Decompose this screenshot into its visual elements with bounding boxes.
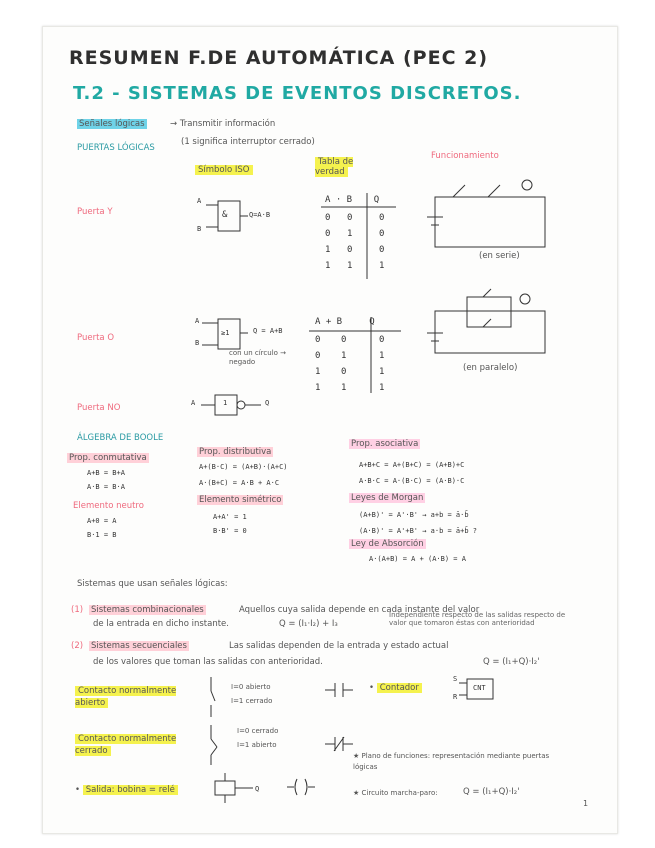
truth-cell: 0 <box>379 335 385 345</box>
contacto-cerrado-l2: I=1 abierto <box>237 741 277 749</box>
truth-cell: 0 <box>347 213 353 223</box>
contacto-cerrado-l1: I=0 cerrado <box>237 727 279 735</box>
simetrico-l1: A+A' = 1 <box>213 513 247 521</box>
and-circuit <box>423 177 553 257</box>
item1-name: Sistemas combinacionales <box>91 605 204 615</box>
absorcion-l1: A·(A+B) = A + (A·B) = A <box>369 555 466 563</box>
truth-cell: 1 <box>379 367 385 377</box>
senales-desc: → Transmitir información <box>170 119 276 129</box>
nota-2: ★ Circuito marcha-paro: <box>353 789 438 797</box>
morgan-l1: (A+B)' = A'·B' → a+b = ā·b̄ <box>359 511 469 519</box>
item2-text1: Las salidas dependen de la entrada y estado actual <box>229 641 449 651</box>
boole-heading: ÁLGEBRA DE BOOLE <box>77 433 164 443</box>
simetrico-l2: B·B' = 0 <box>213 527 247 535</box>
and-table-header: A · B Q <box>325 195 380 205</box>
item1-text2: de la entrada en dicho instante. <box>93 619 229 629</box>
or-in-a: A <box>195 317 200 325</box>
contacto-abierto-l1: I=0 abierto <box>231 683 271 691</box>
bobina-q: Q <box>255 785 260 793</box>
page-number: 1 <box>583 799 589 808</box>
or-table-lines <box>309 317 409 397</box>
and-symbol-text: & <box>222 210 228 220</box>
contacto-cerrado-label: Contacto normalmente cerrado <box>75 734 177 756</box>
not-out: Q <box>265 399 270 407</box>
truth-cell: 1 <box>379 383 385 393</box>
not-in: A <box>191 399 196 407</box>
truth-cell: 0 <box>325 229 331 239</box>
distributiva-title: Prop. distributiva <box>199 447 272 457</box>
truth-cell: 1 <box>325 261 331 271</box>
truth-cell: 0 <box>325 213 331 223</box>
contacto-cerrado-symbol <box>203 725 223 765</box>
col-tabla: Tabla de verdad <box>315 157 354 177</box>
and-gate-symbol <box>198 197 288 237</box>
item1-num: (1) <box>71 605 84 615</box>
truth-cell: 0 <box>341 335 347 345</box>
truth-cell: 1 <box>341 383 347 393</box>
distributiva-l1: A+(B·C) = (A+B)·(A+C) <box>199 463 288 471</box>
and-in-b: B <box>197 225 202 233</box>
not-gate-symbol <box>193 393 283 423</box>
contacto-cerrado-ladder <box>325 737 355 751</box>
truth-cell: 1 <box>379 351 385 361</box>
contador-box: CNT <box>473 684 486 692</box>
or-symbol-text: ≥1 <box>221 329 230 337</box>
truth-cell: 0 <box>315 351 321 361</box>
conmutativa-l1: A+B = B+A <box>87 469 125 477</box>
col-funcionamiento: Funcionamiento <box>431 151 499 161</box>
item2-text2: de los valores que toman las salidas con anterioridad. <box>93 657 323 667</box>
or-circuit <box>423 289 553 359</box>
and-in-a: A <box>197 197 202 205</box>
item1-side: Independiente respecto de las salidas respecto de valor que tomaron éstas con anterioridad <box>389 611 566 627</box>
nota-2-formula: Q = (I₁+Q)·I₂' <box>463 787 520 797</box>
asociativa-l1: A+B+C = A+(B+C) = (A+B)+C <box>359 461 465 469</box>
truth-cell: 1 <box>341 351 347 361</box>
truth-cell: 1 <box>325 245 331 255</box>
truth-cell: 1 <box>315 383 321 393</box>
and-caption: (en serie) <box>479 251 520 261</box>
sistemas-intro: Sistemas que usan señales lógicas: <box>77 579 228 589</box>
truth-cell: 0 <box>347 245 353 255</box>
truth-cell: 0 <box>341 367 347 377</box>
contacto-abierto-label: Contacto normalmente abierto <box>75 686 177 708</box>
neutro-l2: B·1 = B <box>87 531 117 539</box>
asociativa-l2: A·B·C = A·(B·C) = (A·B)·C <box>359 477 465 485</box>
conmutativa-title: Prop. conmutativa <box>69 453 147 463</box>
contacto-abierto-symbol <box>203 677 223 717</box>
puertas-label: PUERTAS LÓGICAS <box>77 143 155 153</box>
morgan-l2: (A·B)' = A'+B' → a·b = ā+b̄ ? <box>359 527 478 535</box>
contador-r: R <box>453 693 458 701</box>
page-title: RESUMEN F.DE AUTOMÁTICA (PEC 2) <box>69 47 489 69</box>
truth-cell: 1 <box>379 261 385 271</box>
gate-and-label: Puerta Y <box>77 207 113 217</box>
truth-cell: 0 <box>379 229 385 239</box>
or-note: con un círculo → negado <box>229 349 287 366</box>
bobina-symbol <box>209 773 269 807</box>
item2-num: (2) <box>71 641 84 651</box>
simetrico-title: Elemento simétrico <box>199 495 282 505</box>
senales-label: Señales lógicas <box>79 119 145 129</box>
contacto-abierto-l2: I=1 cerrado <box>231 697 273 705</box>
puertas-note: (1 significa interruptor cerrado) <box>181 137 315 147</box>
absorcion-title: Ley de Absorción <box>351 539 424 549</box>
and-table-lines <box>321 193 401 283</box>
neutro-l1: A+0 = A <box>87 517 117 525</box>
item2-name: Sistemas secuenciales <box>91 641 187 651</box>
truth-cell: 0 <box>379 213 385 223</box>
truth-cell: 1 <box>347 261 353 271</box>
notebook-page <box>42 26 618 834</box>
col-simbolo: Símbolo ISO <box>195 165 253 175</box>
or-table-header: A + B Q <box>315 317 375 327</box>
contador-s: S <box>453 675 458 683</box>
item1-text1: Aquellos cuya salida depende en cada instante del valor <box>239 605 480 615</box>
bobina-ladder <box>287 777 317 797</box>
item1-formula: Q = (I₁·I₂) + I₃ <box>279 619 338 629</box>
nota-1: ★ Plano de funciones: representación mediante puertas lógicas <box>353 752 550 771</box>
gate-or-label: Puerta O <box>77 333 115 343</box>
truth-cell: 0 <box>315 335 321 345</box>
asociativa-title: Prop. asociativa <box>351 439 419 449</box>
contacto-abierto-ladder <box>325 683 355 697</box>
conmutativa-l2: A·B = B·A <box>87 483 125 491</box>
item2-formula: Q = (I₁+Q)·I₂' <box>483 657 540 667</box>
or-in-b: B <box>195 339 200 347</box>
distributiva-l2: A·(B+C) = A·B + A·C <box>199 479 280 487</box>
neutro-title: Elemento neutro <box>73 501 144 511</box>
or-output: Q = A+B <box>253 327 283 335</box>
not-symbol-text: 1 <box>223 399 228 407</box>
or-caption: (en paralelo) <box>463 363 518 373</box>
gate-not-label: Puerta NO <box>77 403 121 413</box>
truth-cell: 1 <box>347 229 353 239</box>
truth-cell: 0 <box>379 245 385 255</box>
contador-label: • Contador <box>369 683 422 693</box>
bobina-label: • Salida: bobina = relé <box>75 785 178 795</box>
truth-cell: 1 <box>315 367 321 377</box>
morgan-title: Leyes de Morgan <box>351 493 424 503</box>
and-output: Q=A·B <box>249 211 271 219</box>
section-title: T.2 - SISTEMAS DE EVENTOS DISCRETOS. <box>73 83 522 104</box>
